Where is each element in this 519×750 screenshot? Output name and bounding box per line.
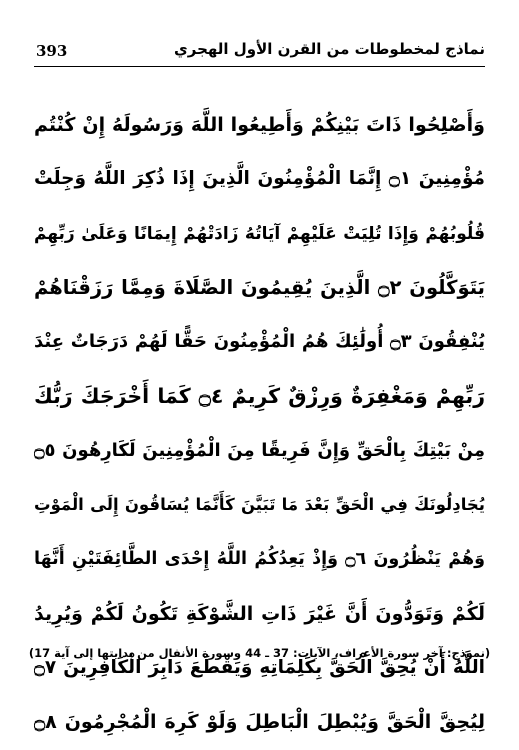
- verse-line: يُنْفِقُونَ ۝٣ أُولَٰئِكَ هُمُ الْمُؤْمِنُونَ حَقًّا لَهُمْ دَرَجَاتٌ عِنْدَ: [34, 331, 485, 353]
- verse-line: يُجَادِلُونَكَ فِي الْحَقِّ بَعْدَ مَا تَبَيَّنَ كَأَنَّمَا يُسَاقُونَ إِلَى الْمَوْتِ: [34, 495, 485, 515]
- verse-line: اللَّهُ أَنْ يُحِقَّ الْحَقَّ بِكَلِمَاتِهِ وَيَقْطَعَ دَابِرَ الْكَافِرِينَ ۝٧: [34, 656, 485, 678]
- verse-line: وَهُمْ يَنْظُرُونَ ۝٦ وَإِذْ يَعِدُكُمُ اللَّهُ إِحْدَى الطَّائِفَتَيْنِ أَنَّهَا: [34, 549, 485, 570]
- verse-line: قُلُوبُهُمْ وَإِذَا تُلِيَتْ عَلَيْهِمْ آيَاتُهُ زَادَتْهُمْ إِيمَانًا وَعَلَىٰ رَبِّهِمْ: [34, 223, 485, 244]
- verse-line: مُؤْمِنِينَ ۝١ إِنَّمَا الْمُؤْمِنُونَ الَّذِينَ إِذَا ذُكِرَ اللَّهُ وَجِلَتْ: [34, 168, 485, 190]
- running-header: [34, 40, 485, 67]
- verse-line: رَبِّهِمْ وَمَغْفِرَةٌ وَرِزْقٌ كَرِيمٌ ۝٤ كَمَا أَخْرَجَكَ رَبُّكَ: [34, 384, 485, 409]
- figure-caption: (نموذج: آخر سورة الأعراف، الآيات: 37 ـ 44 وسورة الأنفال من بدايتها إلى آية 17): [28, 646, 491, 660]
- verse-line: مِنْ بَيْتِكَ بِالْحَقِّ وَإِنَّ فَرِيقًا مِنَ الْمُؤْمِنِينَ لَكَارِهُونَ ۝٥: [34, 439, 485, 461]
- verse-line: وَأَصْلِحُوا ذَاتَ بَيْنِكُمْ وَأَطِيعُوا اللَّهَ وَرَسُولَهُ إِنْ كُنْتُم: [34, 114, 485, 136]
- verse-line: لِيُحِقَّ الْحَقَّ وَيُبْطِلَ الْبَاطِلَ وَلَوْ كَرِهَ الْمُجْرِمُونَ ۝٨: [34, 711, 485, 734]
- page-number: 393: [36, 42, 68, 60]
- verse-line: يَتَوَكَّلُونَ ۝٢ الَّذِينَ يُقِيمُونَ الصَّلَاةَ وَمِمَّا رَزَقْنَاهُمْ: [34, 275, 485, 299]
- header-title: نماذج لمخطوطات من القرن الأول الهجري: [174, 40, 485, 58]
- verse-line: لَكُمْ وَتَوَدُّونَ أَنَّ غَيْرَ ذَاتِ الشَّوْكَةِ تَكُونُ لَكُمْ وَيُرِيدُ: [34, 602, 485, 625]
